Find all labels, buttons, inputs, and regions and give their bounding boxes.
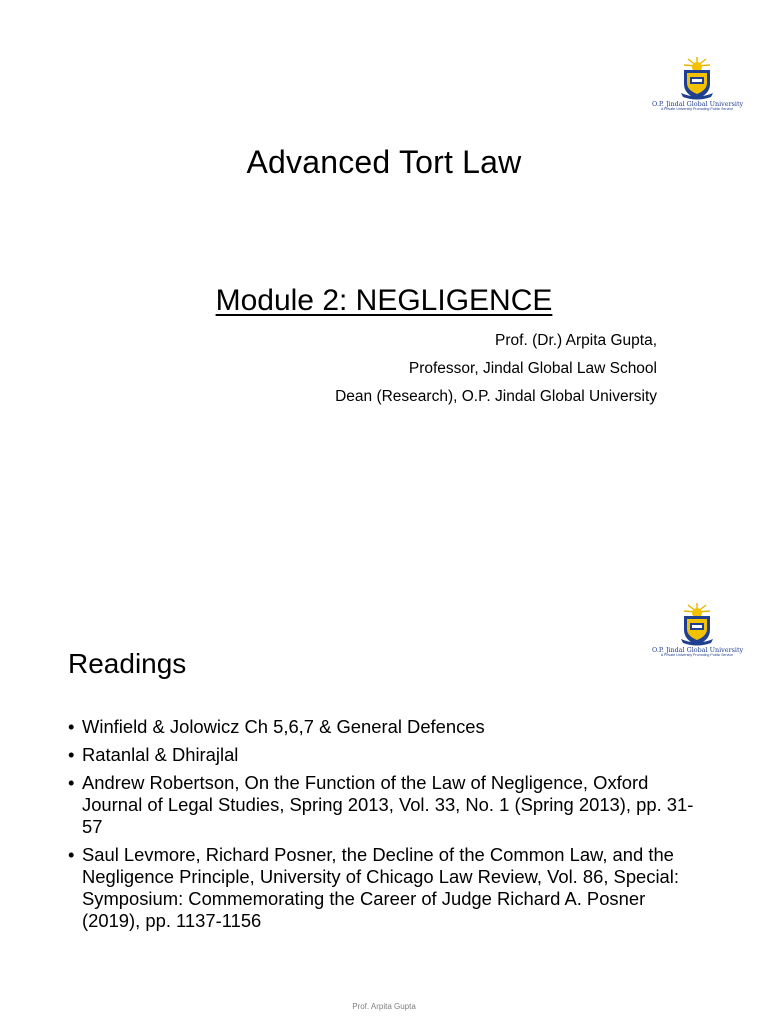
readings-slide — [0, 576, 768, 1024]
reading-text: Saul Levmore, Richard Posner, the Decline of the Common Law, and the Negligence Principle, University of Chicago Law Review, Vol. 86, Special: Symposium: Commemorating the Career of Judge Richard A. Posner (2019), pp. 1137-1156 — [82, 844, 679, 931]
readings-list — [68, 716, 708, 938]
logo-university-name: O.P. Jindal Global University — [652, 646, 744, 654]
author-dean-role: Dean (Research), O.P. Jindal Global University — [335, 388, 657, 405]
list-item — [68, 716, 708, 738]
slide-title: Advanced Tort Law — [246, 144, 522, 180]
readings-heading: Readings — [68, 648, 187, 679]
logo-tagline: A Private University Promoting Public Service — [660, 653, 734, 658]
reading-text: Ratanlal & Dhirajlal — [82, 744, 239, 765]
list-item — [68, 744, 708, 766]
logo-tagline: A Private University Promoting Public Service — [660, 107, 734, 112]
bullet-icon: • — [68, 716, 75, 737]
slide-footer: Prof. Arpita Gupta — [352, 1002, 416, 1011]
crest-icon — [677, 56, 717, 100]
crest-icon — [677, 602, 717, 646]
bullet-icon: • — [68, 844, 75, 865]
list-item — [68, 772, 708, 838]
list-item — [68, 844, 708, 932]
bullet-icon: • — [68, 744, 75, 765]
university-logo — [652, 56, 742, 112]
author-position: Professor, Jindal Global Law School — [408, 360, 657, 377]
module-title: Module 2: NEGLIGENCE — [215, 284, 553, 317]
author-name: Prof. (Dr.) Arpita Gupta, — [495, 332, 657, 349]
university-logo — [652, 602, 742, 658]
reading-text: Winfield & Jolowicz Ch 5,6,7 & General Defences — [82, 716, 485, 737]
reading-text: Andrew Robertson, On the Function of the Law of Negligence, Oxford Journal of Legal Studies, Spring 2013, Vol. 33, No. 1 (Spring 2013), pp. 31-57 — [82, 772, 694, 837]
bullet-icon: • — [68, 772, 75, 793]
logo-university-name: O.P. Jindal Global University — [652, 100, 744, 108]
